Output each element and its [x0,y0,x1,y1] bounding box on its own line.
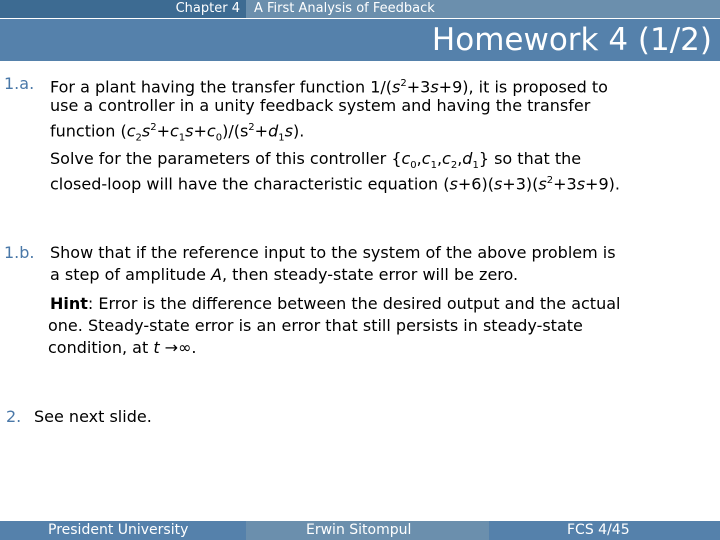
slide-title: Homework 4 (1/2) [431,22,712,58]
hint-line3 [48,337,197,359]
footer-author: Erwin Sitompul [246,521,489,540]
hint-line3-prefix: condition, at [48,338,154,357]
hint-line1 [50,293,620,315]
item-number-2: 2. [6,407,22,426]
footer-page-number: FCS 4/45 [489,521,720,540]
item-1a-para2-line2-text: closed-loop will have the characteristic equation ( [50,174,450,194]
item-1b-line2-suffix: , then steady-state error will be zero. [221,265,519,284]
footer-university: President University [0,521,246,540]
item-1a-para2-text: Solve for the parameters of this controller { [50,149,402,168]
hint-line3-suffix: →∞. [159,338,197,357]
hint-var-t: t [153,338,160,357]
item-1b-line2-prefix: a step of amplitude [50,265,212,284]
item-1a-line3-text: function ( [50,121,127,141]
hint-line2: one. Steady-state error is an error that still persists in steady-state [48,316,583,335]
item-number-1b: 1.b. [4,243,35,262]
item-1b-line1: Show that if the reference input to the system of the above problem is [50,243,616,262]
item-2-text: See next slide. [34,407,152,426]
item-1a-line1: For a plant having the transfer function $1/(s^2+3s+9)$, it is proposed to [50,77,608,97]
item-number-1a: 1.a. [4,74,35,93]
item-1b-line2 [50,264,518,286]
item-1a-line3: function $(c_2s^2+c_1s+c_0)/(s^2+d_1s)$. [50,121,305,144]
hint-line1-text: : Error is the difference between the desired output and the actual [87,294,621,313]
top-bar [0,0,720,18]
hint-label: Hint [50,294,88,313]
chapter-label: Chapter 4 [0,0,246,18]
item-1a-para2-line2: closed-loop will have the characteristic equation $(s+6)(s+3)(s^2+3s+9)$. [50,174,620,194]
footer-bar [0,521,720,540]
topic-label: A First Analysis of Feedback [246,0,720,18]
item-1a-para2-line1: Solve for the parameters of this controller $\{c_0,c_1,c_2,d_1\}$ so that the [50,149,582,172]
item-1b-var-a: A [211,265,222,284]
title-bar [0,19,720,61]
item-1a-line2: use a controller in a unity feedback system and having the transfer [50,96,591,115]
item-1a-line1-text: For a plant having the transfer function 1/( [50,77,392,97]
